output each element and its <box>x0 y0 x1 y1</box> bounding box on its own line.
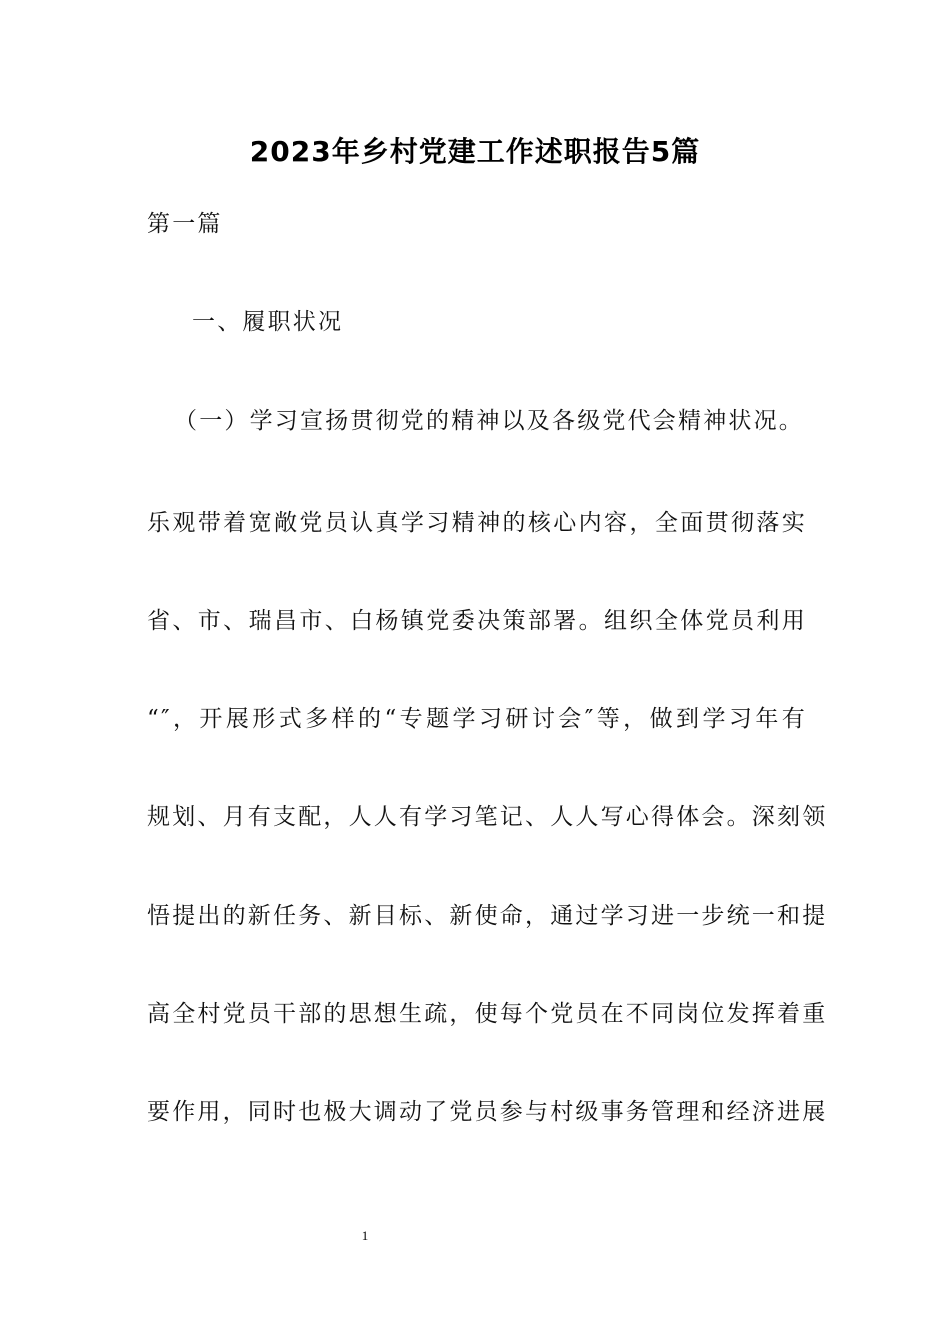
body-line: 要作用，同时也极大调动了党员参与村级事务管理和经济进展 <box>147 1099 828 1125</box>
body-line: 悟提出的新任务、新目标、新使命，通过学习进一步统一和提 <box>147 903 828 929</box>
body-line: 高全村党员干部的思想生疏，使每个党员在不同岗位发挥着重 <box>147 1001 828 1027</box>
subsection-heading: （一）学习宣扬贯彻党的精神以及各级党代会精神状况。 <box>174 408 804 434</box>
section-heading: 一、履职状况 <box>192 309 344 335</box>
body-line: 规划、月有支配，人人有学习笔记、人人写心得体会。深刻领 <box>147 804 828 830</box>
chapter-label: 第一篇 <box>147 211 223 237</box>
body-line: “″，开展形式多样的“专题学习研讨会″等，做到学习年有 <box>147 706 807 732</box>
body-line: 乐观带着宽敞党员认真学习精神的核心内容，全面贯彻落实 <box>147 510 807 536</box>
document-title: 2023年乡村党建工作述职报告5篇 <box>249 135 701 168</box>
body-line: 省、市、瑞昌市、白杨镇党委决策部署。组织全体党员利用 <box>147 608 807 634</box>
page-number: 1 <box>361 1228 369 1243</box>
